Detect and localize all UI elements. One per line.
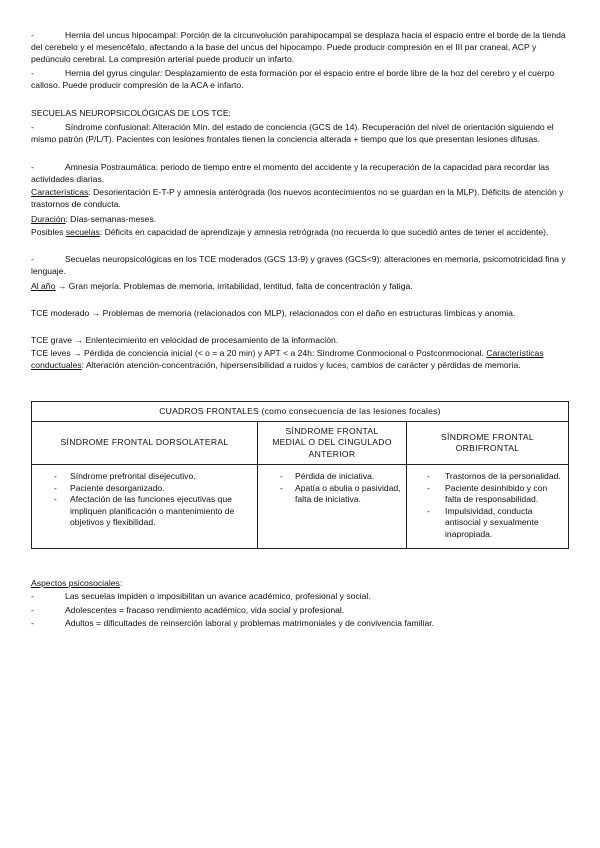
- amnesia-postraumatica-text: Amnesia Postraumática: periodo de tiempo entre el momento del accidente y la recuperación de la capacidad para recordar las actividades diarias.: [31, 162, 550, 185]
- hernia-gyrus-paragraph: [31, 67, 571, 91]
- duracion-label: Duración: [31, 214, 66, 224]
- caracteristicas-text: : Desorientación E-T-P y amnesia anterógrada (los nuevos acontecimientos no se guardan en la MLP). Déficits de atención y trastornos de conducta.: [31, 187, 564, 210]
- aspectos-psicosociales-label: Aspectos psicosociales: [31, 578, 120, 588]
- psico-item-text: Las secuelas impiden o imposibilitan un avance académico, profesional y social.: [65, 591, 371, 601]
- psico-item: [31, 617, 571, 629]
- sindrome-confusional-item: [31, 121, 571, 145]
- column-header-orbifrontal: SÍNDROME FRONTAL ORBIFRONTAL: [407, 422, 569, 465]
- list-item: - Impulsividad, conducta antisocial y sexualmente inapropiada.: [407, 506, 564, 541]
- duracion-text: : Días-semanas-meses.: [65, 214, 157, 224]
- bullet-dash: -: [31, 254, 34, 264]
- list-item: - Afectación de las funciones ejecutivas que impliquen planificación o mantenimiento de objetivos y flexibilidad.: [32, 494, 253, 529]
- psico-item-text: Adolescentes = fracaso rendimiento académico, vida social y profesional.: [65, 605, 345, 615]
- secuelas-neuro-item: [31, 253, 571, 277]
- al-ano-text: → Gran mejoría. Problemas de memoria, irritabilidad, lentitud, falta de concentración y fatiga.: [55, 281, 413, 291]
- list-item: - Paciente desinhibido y con falta de responsabilidad.: [407, 483, 564, 506]
- cuadros-frontales-title: CUADROS FRONTALES (como consecuencia de las lesiones focales): [32, 402, 569, 422]
- aspectos-psicosociales-heading: [31, 577, 571, 589]
- caracteristicas-label: Características: [31, 187, 89, 197]
- caracteristicas-conductuales-label: Características conductuales: [31, 348, 544, 371]
- bullet-dash: -: [31, 162, 34, 172]
- tce-grave-paragraph: TCE grave → Enlentecimiento en velocidad de procesamiento de la información.: [31, 335, 339, 345]
- list-item: - Paciente desorganizado.: [32, 483, 253, 495]
- psico-item-text: Adultos = dificultades de reinserción laboral y problemas matrimoniales y de convivencia familiar.: [65, 618, 434, 628]
- tce-moderado-paragraph: TCE moderado → Problemas de memoria (relacionados con MLP), relacionados con el daño en estructuras límbicas y anomia.: [31, 308, 516, 318]
- al-ano-label: Al año: [31, 281, 56, 291]
- posibles-prefix: Posibles: [31, 227, 66, 237]
- amnesia-postraumatica-item: [31, 161, 571, 185]
- column-header-medial: SÍNDROME FRONTAL MEDIAL O DEL CINGULADO ANTERIOR: [258, 422, 407, 465]
- tce-leves-text: TCE leves → Pérdida de conciencia inicial (< o = a 20 min) y APT < a 24h: Síndrome Conmocional o Postconmocional.: [31, 348, 487, 358]
- hernia-uncus-text: Hernia del uncus hipocampal: Porción de la circunvolución parahipocampal se desplaza hacia el espacio entre el borde de la tienda del cerebelo y el mesencéfalo, afectando a la base del uncus del hipocampo. Puede producir compresión en el III par craneal, ACP y pedúnculo cerebral. La compresión arterial puede producir un infarto.: [31, 30, 566, 65]
- psico-item: [31, 590, 571, 602]
- duracion-paragraph: [31, 213, 571, 225]
- bullet-dash: -: [31, 605, 34, 615]
- hernia-gyrus-text: Hernia del gyrus cingular: Desplazamiento de esta formación por el espacio entre el borde libre de la hoz del cerebro y el cuerpo calloso. Puede producir compresión de la ACA e infarto.: [31, 68, 555, 91]
- list-item: - Síndrome prefrontal disejecutivo.: [32, 471, 253, 483]
- posibles-secuelas-paragraph: [31, 226, 571, 238]
- list-item: - Pérdida de iniciativa.: [258, 471, 402, 483]
- caracteristicas-paragraph: [31, 186, 571, 210]
- list-item: - Trastornos de la personalidad.: [407, 471, 564, 483]
- bullet-dash: -: [31, 122, 34, 132]
- secuelas-heading: SECUELAS NEUROPSICOLÓGICAS DE LOS TCE:: [31, 108, 231, 118]
- posibles-text: : Déficits en capacidad de aprendizaje y amnesia retrógrada (no recuerda lo que sucedió antes de tener el accidente).: [99, 227, 549, 237]
- cuadros-frontales-table: [31, 401, 569, 549]
- sindrome-confusional-text: Síndrome confusional: Alteración Mín. del estado de conciencia (GCS de 14). Recuperación del nivel de orientación siguiendo el mismo patrón (P/L/T). Pacientes con lesiones frontales tienen la conciencia alterada + tiempo que los que presentan lesiones difusas.: [31, 122, 554, 145]
- secuelas-neuro-text: Secuelas neuropsicológicas en los TCE moderados (GCS 13-9) y graves (GCS<9): alteraciones en memoria, psicomotricidad fina y lenguaje.: [31, 254, 566, 277]
- bullet-dash: -: [31, 30, 34, 40]
- bullet-dash: -: [31, 68, 34, 78]
- heading-colon: :: [119, 578, 123, 588]
- dorsolateral-cell: [32, 465, 258, 549]
- orbifrontal-cell: [407, 465, 569, 549]
- medial-cell: [258, 465, 407, 549]
- posibles-label: secuelas: [65, 227, 100, 237]
- psico-item: [31, 604, 571, 616]
- al-ano-paragraph: [31, 280, 571, 292]
- tce-leves-conductuales-text: : Alteración atención-concentración, hipersensibilidad a ruidos y luces, cambios de carácter y pérdidas de memoria.: [81, 360, 521, 371]
- tce-leves-paragraph: [31, 347, 571, 371]
- column-header-dorsolateral: SÍNDROME FRONTAL DORSOLATERAL: [32, 422, 258, 465]
- bullet-dash: -: [31, 591, 34, 601]
- list-item: - Apatía o abulia o pasividad, falta de iniciativa.: [258, 483, 402, 506]
- bullet-dash: -: [31, 618, 34, 628]
- hernia-uncus-paragraph: [31, 29, 571, 66]
